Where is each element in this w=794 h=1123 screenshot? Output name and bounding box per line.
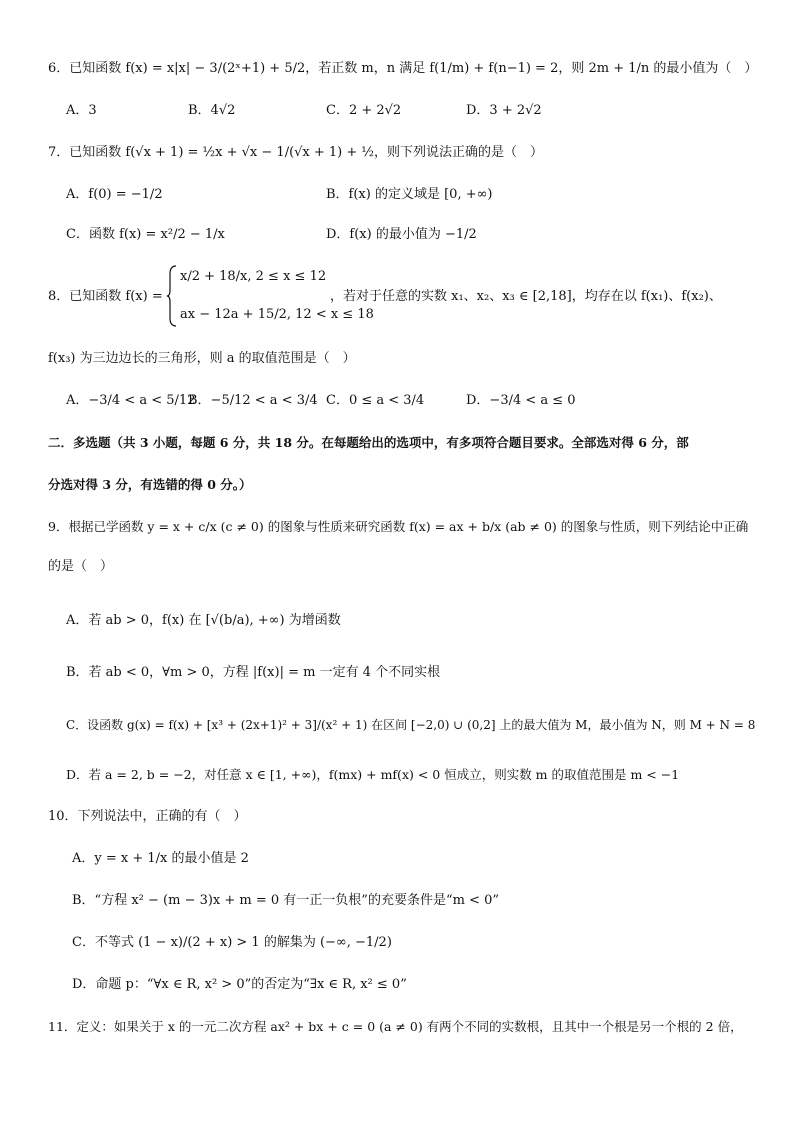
q9-option-b: B．若 ab < 0，∀m > 0，方程 |f(x)| = m 一定有 4 个不同实根 (66, 665, 441, 680)
q10-option-b: B．“方程 x² − (m − 3)x + m = 0 有一正一负根”的充要条件是“m < 0” (72, 893, 500, 908)
q11-stem: 11．定义：如果关于 x 的一元二次方程 ax² + bx + c = 0 (a ≠ 0) 有两个不同的实数根，且其中一个根是另一个根的 2 倍， (48, 1019, 743, 1034)
piecewise-brace (166, 264, 178, 328)
q10-option-a: A．y = x + 1/x 的最小值是 2 (72, 851, 249, 866)
q10-stem: 10．下列说法中，正确的有（ ） (48, 809, 247, 824)
q7-option-c: C．函数 f(x) = x²/2 − 1/x (66, 227, 225, 242)
q9-stem-line-2: 的是（ ） (48, 559, 114, 574)
q7-option-d: D．f(x) 的最小值为 −1/2 (326, 227, 477, 242)
section-2-header-line-1: 二．多选题（共 3 小题，每题 6 分，共 18 分。在每题给出的选项中，有多项符合题目要求。全部选对得 6 分，部 (48, 435, 689, 450)
q8-option-d: D．−3/4 < a ≤ 0 (466, 393, 576, 408)
q8-option-a: A．−3/4 < a < 5/12 (66, 393, 196, 408)
q8-stem-mid: ，若对于任意的实数 x₁、x₂、x₃ ∈ [2,18]，均存在以 f(x₁)、f(x₂)、 (330, 289, 722, 304)
q7-stem: 7．已知函数 f(√x + 1) = ½x + √x − 1/(√x + 1) + ½，则下列说法正确的是（ ） (48, 145, 544, 160)
q8-case-2: ax − 12a + 15/2, 12 < x ≤ 18 (180, 307, 374, 322)
q9-stem-line-1: 9．根据已学函数 y = x + c/x (c ≠ 0) 的图象与性质来研究函数 f(x) = ax + b/x (ab ≠ 0) 的图象与性质，则下列结论中正确 (48, 519, 749, 534)
q8-option-b: B．−5/12 < a < 3/4 (188, 393, 318, 408)
q9-option-a: A．若 ab > 0，f(x) 在 [√(b/a), +∞) 为增函数 (66, 613, 341, 628)
q8-option-c: C．0 ≤ a < 3/4 (326, 393, 425, 408)
q9-option-c: C．设函数 g(x) = f(x) + [x³ + (2x+1)² + 3]/(x² + 1) 在区间 [−2,0) ∪ (0,2] 上的最大值为 M，最小值为 N，则 M + N = 8 (66, 718, 756, 732)
q7-option-b: B．f(x) 的定义域是 [0, +∞) (326, 187, 493, 202)
q10-option-c: C．不等式 (1 − x)/(2 + x) > 1 的解集为 (−∞, −1/2) (72, 935, 392, 950)
section-2-header-line-2: 分选对得 3 分，有选错的得 0 分。） (48, 477, 252, 492)
q8-stem-end: f(x₃) 为三边边长的三角形，则 a 的取值范围是（ ） (48, 351, 356, 366)
q6-stem: 6．已知函数 f(x) = x|x| − 3/(2ˣ+1) + 5/2，若正数 m，n 满足 f(1/m) + f(n−1) = 2，则 2m + 1/n 的最小值为（ ） (48, 61, 758, 76)
q6-option-c: C．2 + 2√2 (326, 103, 402, 118)
q8-case-1: x/2 + 18/x, 2 ≤ x ≤ 12 (180, 269, 327, 284)
q7-option-a: A．f(0) = −1/2 (66, 187, 163, 202)
q6-option-d: D．3 + 2√2 (466, 103, 542, 118)
q10-option-d: D．命题 p：“∀x ∈ R, x² > 0”的否定为“∃x ∈ R, x² ≤ 0” (72, 977, 407, 992)
q8-stem-start: 8．已知函数 f(x) = (48, 289, 163, 304)
q6-option-a: A．3 (66, 103, 97, 118)
q9-option-d: D．若 a = 2, b = −2，对任意 x ∈ [1, +∞)，f(mx) + mf(x) < 0 恒成立，则实数 m 的取值范围是 m < −1 (66, 767, 680, 782)
q6-option-b: B．4√2 (188, 103, 236, 118)
